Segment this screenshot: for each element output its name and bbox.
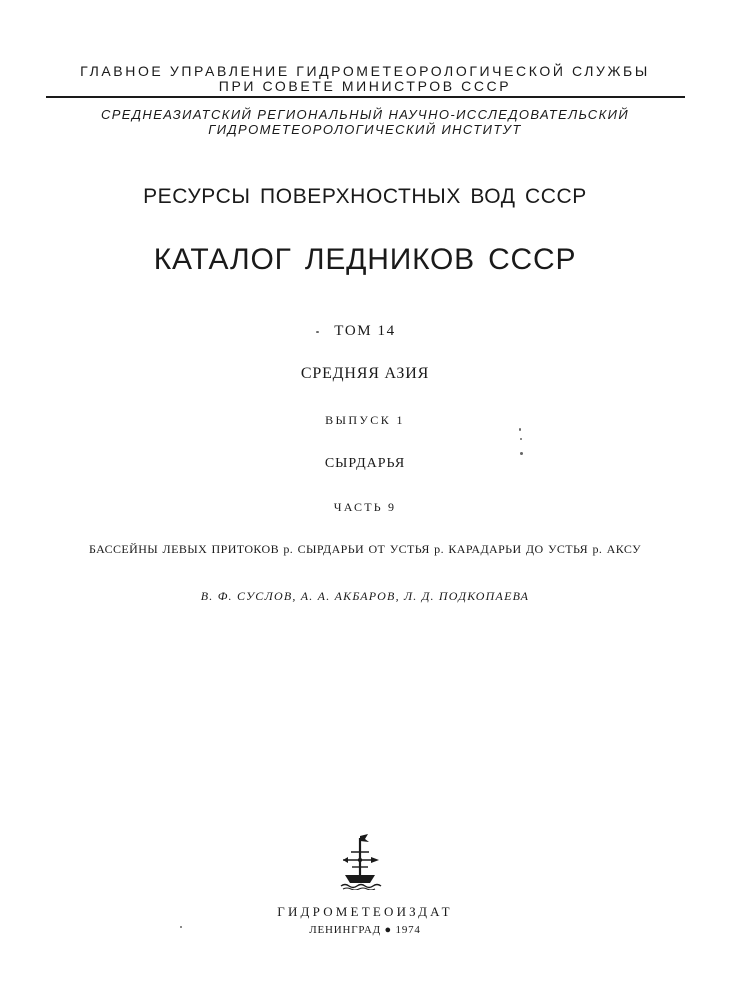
issue-number: ВЫПУСК 1 bbox=[325, 413, 405, 427]
river-name: СЫРДАРЬЯ bbox=[324, 456, 406, 471]
authors: В. Ф. СУСЛОВ, А. А. АКБАРОВ, Л. Д. ПОДКОПАЕВА bbox=[200, 589, 530, 603]
scan-speck bbox=[519, 428, 521, 431]
part-number: ЧАСТЬ 9 bbox=[333, 500, 397, 514]
scan-speck bbox=[316, 331, 319, 333]
scan-speck bbox=[520, 452, 523, 455]
scan-speck bbox=[180, 926, 182, 928]
header-rule bbox=[46, 96, 685, 98]
institute-name-line-2: ГИДРОМЕТЕОРОЛОГИЧЕСКИЙ ИНСТИТУТ bbox=[208, 122, 522, 137]
book-title: КАТАЛОГ ЛЕДНИКОВ СССР bbox=[153, 243, 577, 276]
agency-name-line-1: ГЛАВНОЕ УПРАВЛЕНИЕ ГИДРОМЕТЕОРОЛОГИЧЕСКОЙ СЛУЖБЫ bbox=[80, 63, 650, 79]
scan-speck bbox=[520, 438, 522, 440]
region-name: СРЕДНЯЯ АЗИЯ bbox=[300, 365, 430, 382]
publisher-city-year: ЛЕНИНГРАД ● 1974 bbox=[309, 924, 421, 936]
basins-subtitle: БАССЕЙНЫ ЛЕВЫХ ПРИТОКОВ р. СЫРДАРЬИ ОТ УСТЬЯ р. КАРАДАРЬИ ДО УСТЬЯ р. АКСУ bbox=[89, 542, 641, 556]
series-title: РЕСУРСЫ ПОВЕРХНОСТНЫХ ВОД СССР bbox=[143, 185, 587, 208]
publisher-name: ГИДРОМЕТЕОИЗДАТ bbox=[277, 904, 453, 919]
institute-name-line-1: СРЕДНЕАЗИАТСКИЙ РЕГИОНАЛЬНЫЙ НАУЧНО-ИССЛЕДОВАТЕЛЬСКИЙ bbox=[100, 107, 630, 122]
volume-number: ТОМ 14 bbox=[334, 323, 396, 339]
agency-name-line-2: ПРИ СОВЕТЕ МИНИСТРОВ СССР bbox=[218, 78, 512, 94]
weathervane-ship-logo-icon bbox=[335, 832, 385, 890]
